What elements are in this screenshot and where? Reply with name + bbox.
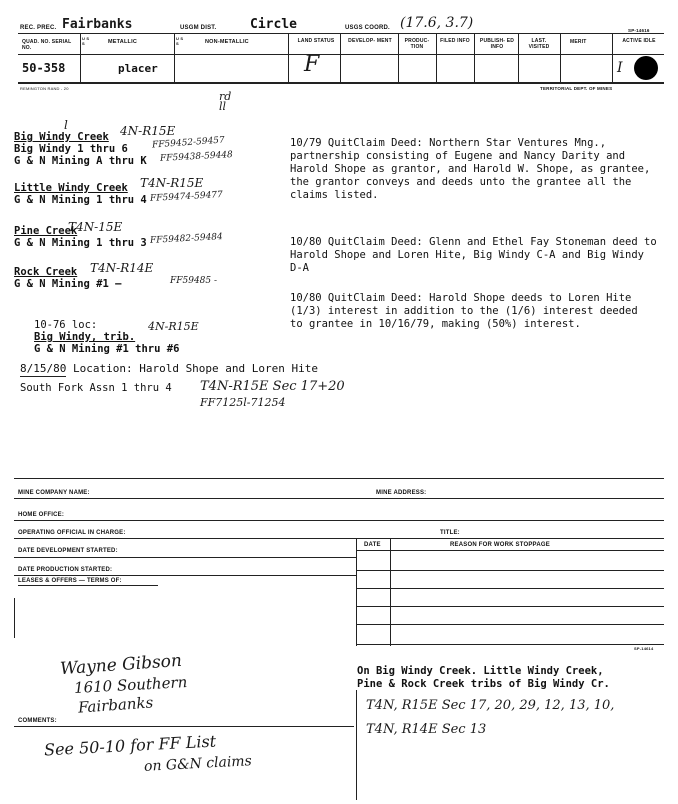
form-rule bbox=[356, 570, 664, 571]
location-line: 8/15/80 Location: Harold Shope and Loren Hite bbox=[20, 362, 319, 375]
col-land-status: LAND STATUS bbox=[297, 38, 335, 44]
usgm-dist-label: USGM DIST. bbox=[180, 25, 217, 31]
col-divider bbox=[340, 33, 341, 82]
form-rule bbox=[14, 498, 664, 499]
usgs-coord-label: USGS COORD. bbox=[345, 25, 390, 31]
form-rule bbox=[356, 606, 664, 607]
claim-name-rock: Rock Creek bbox=[14, 266, 78, 278]
hw-comment-line2: on G&N claims bbox=[143, 753, 253, 775]
col-divider bbox=[398, 33, 399, 82]
usgm-dist-value: Circle bbox=[250, 17, 297, 32]
reason-col-label: REASON FOR WORK STOPPAGE bbox=[450, 542, 550, 548]
date-dev-label: DATE DEVELOPMENT STARTED: bbox=[18, 548, 118, 554]
typed-bottom-line1: On Big Windy Creek. Little Windy Creek, bbox=[357, 665, 604, 677]
header-rule-3 bbox=[18, 82, 664, 84]
note-ll: ll bbox=[219, 100, 227, 113]
rec-prec-value: Fairbanks bbox=[62, 17, 133, 32]
col-active-idle: ACTIVE IDLE bbox=[622, 38, 656, 44]
col-uss-2: U S S bbox=[176, 36, 184, 46]
hw-sec-line2: T4N, R14E Sec 13 bbox=[366, 722, 487, 737]
col-divider bbox=[80, 33, 81, 82]
deed-1080-stoneman: 10/80 QuitClaim Deed: Glenn and Ethel Fay Stoneman deed to Harold Shope and Loren Hite, Big Windy C-A and Big Windy D-A bbox=[290, 236, 657, 274]
col-divider bbox=[288, 33, 289, 82]
note-rd: rd bbox=[219, 90, 232, 103]
south-fork-line: South Fork Assn 1 thru 4 bbox=[20, 382, 172, 394]
south-fork-location: T4N-R15E Sec 17+20 bbox=[200, 379, 345, 394]
claim-name-pine: Pine Creek bbox=[14, 225, 78, 237]
form-rule bbox=[18, 585, 158, 586]
col-metallic: METALLIC bbox=[108, 39, 137, 45]
col-development: DEVELOP- MENT bbox=[348, 38, 392, 44]
form-rule bbox=[14, 726, 354, 727]
loc-1076-heading: 10-76 loc: bbox=[34, 319, 98, 331]
table-left-border bbox=[356, 538, 357, 646]
col-divider bbox=[612, 33, 613, 82]
active-mark: I bbox=[617, 60, 623, 76]
col-published-info: PUBLISH- ED INFO bbox=[479, 38, 515, 50]
form-code: SP-14616 bbox=[628, 28, 650, 33]
deed-1080-shope: 10/80 QuitClaim Deed: Harold Shope deeds to Loren Hite (1/3) interest in addition to the (1/6) interest deeded to grantee in 10/16/79, making (50%) interest. bbox=[290, 292, 638, 330]
col-filed-info: FILED INFO bbox=[440, 38, 470, 44]
hw-name-line1: Wayne Gibson bbox=[59, 650, 183, 680]
home-office-label: HOME OFFICE: bbox=[18, 512, 65, 518]
claim-loc-pine: T4N-15E bbox=[68, 220, 123, 234]
claim-detail-little-windy: G & N Mining 1 thru 4 bbox=[14, 194, 147, 206]
col-divider bbox=[518, 33, 519, 82]
form-rule bbox=[356, 624, 664, 625]
table-date-divider bbox=[390, 538, 391, 646]
claim-loc-big-windy: 4N-R15E bbox=[120, 124, 176, 138]
loc-1076-name: Big Windy, trib. bbox=[34, 331, 136, 343]
header-rule-2 bbox=[18, 54, 664, 55]
claim-name-big-windy: Big Windy Creek bbox=[14, 131, 109, 143]
form-rule bbox=[14, 520, 664, 521]
punch-hole bbox=[634, 56, 658, 80]
claim-ff-rock: FF59485 - bbox=[170, 276, 218, 286]
claim-loc-little-windy: T4N-R15E bbox=[140, 176, 204, 190]
lower-divider bbox=[356, 690, 357, 800]
form-rule bbox=[14, 557, 356, 558]
loc-1076-detail: G & N Mining #1 thru #6 bbox=[34, 343, 180, 355]
comments-label: COMMENTS: bbox=[18, 718, 57, 724]
south-fork-ff: FF7125l-71254 bbox=[200, 396, 286, 409]
metallic-value: placer bbox=[118, 62, 158, 75]
typed-bottom-line2: Pine & Rock Creek tribs of Big Windy Cr. bbox=[357, 678, 610, 690]
col-divider bbox=[436, 33, 437, 82]
claim-name-little-windy: Little Windy Creek bbox=[14, 182, 128, 194]
lower-left-edge bbox=[14, 598, 15, 638]
mine-company-name-label: MINE COMPANY NAME: bbox=[18, 490, 90, 496]
title-label: TITLE: bbox=[440, 530, 460, 536]
form-rule bbox=[356, 588, 664, 589]
header-rule-1 bbox=[18, 33, 664, 34]
claim-ff-gn-a-k: FF59438-59448 bbox=[159, 150, 234, 164]
col-divider bbox=[474, 33, 475, 82]
note-l: l bbox=[64, 118, 68, 132]
quad-serial-value: 50-358 bbox=[22, 61, 66, 75]
dept-label: TERRITORIAL DEPT. OF MINES bbox=[540, 86, 613, 91]
col-merit: MERIT bbox=[570, 39, 587, 45]
printer-label: REMINGTON RAND - 20 bbox=[20, 86, 69, 91]
hw-name-line3: Fairbanks bbox=[77, 693, 154, 717]
operating-official-label: OPERATING OFFICIAL IN CHARGE: bbox=[18, 530, 126, 536]
usgs-coord-value: (17.6, 3.7) bbox=[400, 15, 474, 31]
lower-top-rule bbox=[14, 478, 664, 479]
loc-1076-location: 4N-R15E bbox=[148, 320, 199, 333]
form-rule bbox=[356, 644, 664, 645]
hw-name-line2: 1610 Southern bbox=[73, 673, 188, 697]
form-rule bbox=[356, 550, 664, 551]
col-production: PRODUC- TION bbox=[404, 38, 430, 50]
claim-detail-gn-a-k: G & N Mining A thru K bbox=[14, 155, 147, 167]
claim-ff-big-windy: FF59452-59457 bbox=[151, 135, 226, 151]
claim-ff-pine: FF59482-59484 bbox=[149, 232, 224, 246]
claim-detail-pine: G & N Mining 1 thru 3 bbox=[14, 237, 147, 249]
claim-detail-big-windy: Big Windy 1 thru 6 bbox=[14, 143, 128, 155]
form-rule bbox=[14, 538, 664, 539]
col-nonmetallic: NON-METALLIC bbox=[205, 39, 249, 45]
rec-prec-label: REC. PREC. bbox=[20, 25, 57, 31]
form-rule bbox=[14, 575, 356, 576]
form-code-2: SP-14614 bbox=[634, 646, 654, 651]
hw-comment-line1: See 50-10 for FF List bbox=[43, 731, 217, 760]
mine-address-label: MINE ADDRESS: bbox=[376, 490, 427, 496]
hw-sec-line1: T4N, R15E Sec 17, 20, 29, 12, 13, 10, bbox=[366, 698, 615, 713]
col-divider bbox=[560, 33, 561, 82]
col-divider bbox=[174, 33, 175, 82]
date-col-label: DATE bbox=[364, 542, 381, 548]
location-underline bbox=[20, 376, 66, 377]
col-last-visited: LAST. VISITED bbox=[528, 38, 550, 50]
date-prod-label: DATE PRODUCTION STARTED: bbox=[18, 567, 113, 573]
claim-detail-rock: G & N Mining #1 — bbox=[14, 278, 122, 290]
claim-loc-rock: T4N-R14E bbox=[90, 261, 154, 275]
leases-label: LEASES & OFFERS — TERMS OF: bbox=[18, 578, 122, 584]
deed-1079: 10/79 QuitClaim Deed: Northern Star Ventures Mng., partnership consisting of Eugene and Nancy Darity and Harold Shope as grantor, and Harold W. Shope, as grantee, the grantor conveys and deeds unto the grantee all the claims listed. bbox=[290, 137, 651, 201]
col-uss-1: U S S bbox=[82, 36, 90, 46]
claim-ff-little-windy: FF59474-59477 bbox=[149, 190, 224, 204]
col-quad-serial: QUAD. NO. SERIAL NO. bbox=[22, 39, 72, 51]
land-status-value: F bbox=[304, 52, 320, 77]
